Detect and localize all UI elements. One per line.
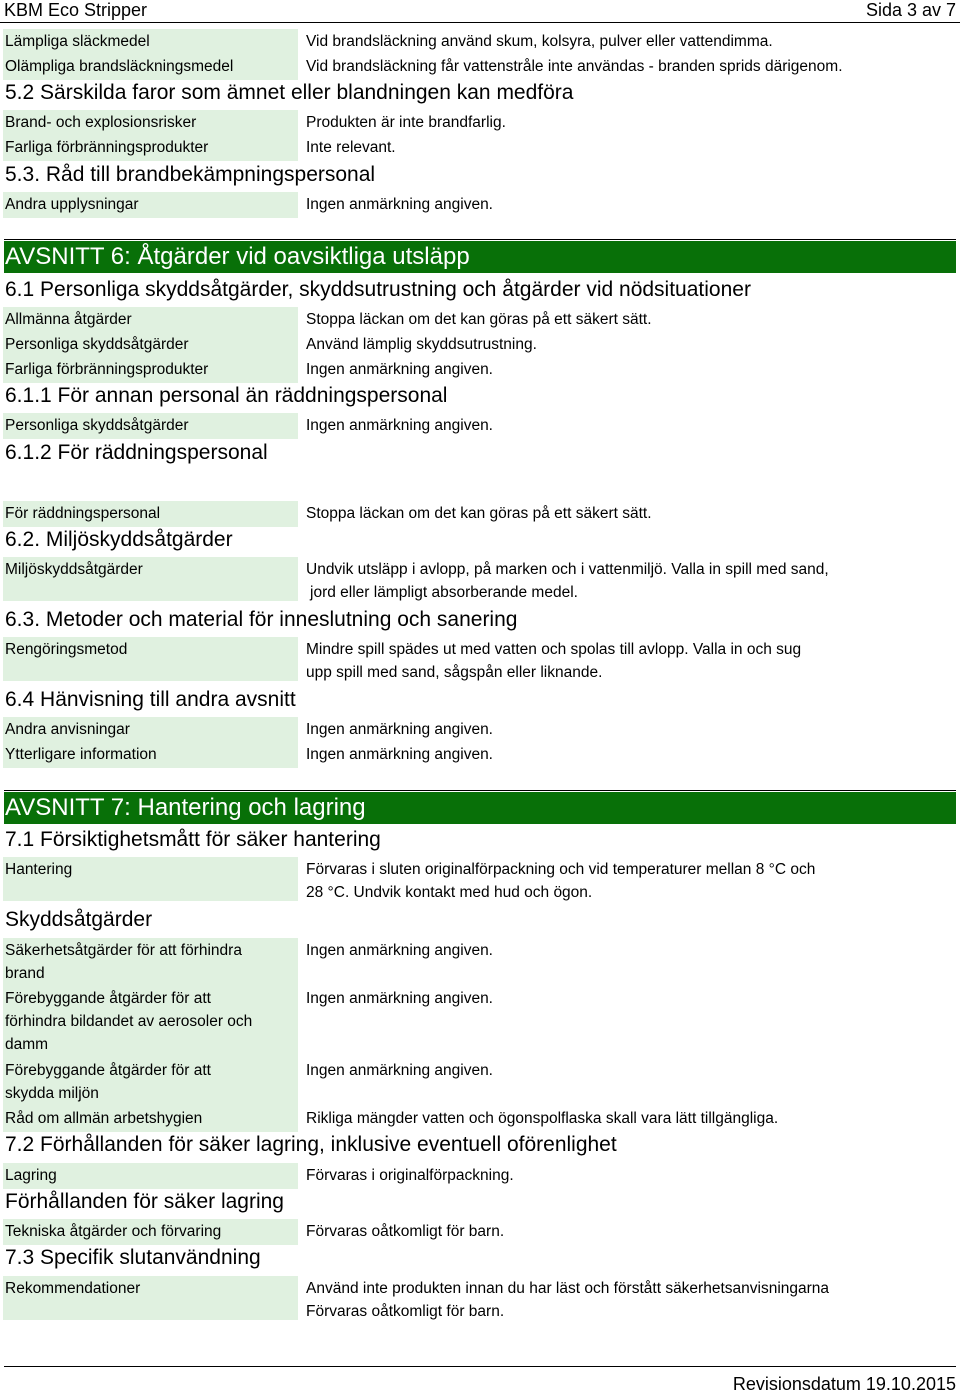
value-line: Mindre spill spädes ut med vatten och spolas till avlopp. Valla in och sug <box>306 641 802 658</box>
subsection-heading-5-2: 5.2 Särskilda faror som ämnet eller blandningen kan medföra <box>5 81 574 104</box>
subsection-heading-6-1-1: 6.1.1 För annan personal än räddningspersonal <box>5 384 448 407</box>
field-label <box>3 1058 298 1107</box>
label-line: skydda miljön <box>5 1085 99 1102</box>
field-label: Personliga skyddsåtgärder <box>3 413 298 439</box>
header-divider <box>0 22 960 23</box>
field-label: Andra anvisningar <box>3 717 298 743</box>
subsection-heading-5-3: 5.3. Råd till brandbekämpningspersonal <box>5 163 376 186</box>
field-value: Produkten är inte brandfarlig. <box>306 114 506 131</box>
field-label: Lämpliga släckmedel <box>3 29 298 55</box>
field-value: Ingen anmärkning angiven. <box>306 990 493 1007</box>
field-value: Ingen anmärkning angiven. <box>306 417 493 434</box>
field-value: Ingen anmärkning angiven. <box>306 1062 493 1079</box>
field-label: Olämpliga brandsläckningsmedel <box>3 54 298 80</box>
subsection-heading-6-4: 6.4 Hänvisning till andra avsnitt <box>5 688 296 711</box>
field-label: Farliga förbränningsprodukter <box>3 135 298 161</box>
label-line: Förebyggande åtgärder för att <box>5 990 211 1007</box>
field-value: Använd lämplig skyddsutrustning. <box>306 336 537 353</box>
label-line: Förebyggande åtgärder för att <box>5 1062 211 1079</box>
field-label: Rengöringsmetod <box>3 637 298 681</box>
field-label: Hantering <box>3 857 298 901</box>
value-line: jord eller lämpligt absorberande medel. <box>310 584 578 601</box>
label-line: förhindra bildandet av aerosoler och <box>5 1013 253 1030</box>
field-value: Ingen anmärkning angiven. <box>306 196 493 213</box>
field-label: Lagring <box>3 1163 298 1189</box>
subsection-heading-7-1: 7.1 Försiktighetsmått för säker hantering <box>5 828 381 851</box>
field-value: Förvaras oåtkomligt för barn. <box>306 1223 505 1240</box>
label-line: Säkerhetsåtgärder för att förhindra <box>5 942 242 959</box>
revision-date: Revisionsdatum 19.10.2015 <box>732 1374 956 1394</box>
field-label: Allmänna åtgärder <box>3 307 298 333</box>
section-divider <box>4 239 956 240</box>
subsection-heading-7-2: 7.2 Förhållanden för säker lagring, inklusive eventuell oförenlighet <box>5 1133 617 1156</box>
field-value <box>306 638 926 684</box>
footer-divider <box>4 1366 956 1367</box>
section-divider <box>4 790 956 791</box>
field-value: Ingen anmärkning angiven. <box>306 746 493 763</box>
field-value <box>306 558 926 604</box>
section-band-6: AVSNITT 6: Åtgärder vid oavsiktliga utsläpp <box>4 241 956 273</box>
page-header <box>0 0 960 24</box>
section-band-7: AVSNITT 7: Hantering och lagring <box>4 792 956 824</box>
value-line: Undvik utsläpp i avlopp, på marken och i vattenmiljö. Valla in spill med sand, <box>306 561 829 578</box>
value-line: 28 °C. Undvik kontakt med hud och ögon. <box>306 884 593 901</box>
value-line: upp spill med sand, sågspån eller liknande. <box>306 664 603 681</box>
field-value: Stoppa läckan om det kan göras på ett säkert sätt. <box>306 505 652 522</box>
subsection-heading-skyddsatgarder: Skyddsåtgärder <box>5 908 153 931</box>
field-label: För räddningspersonal <box>3 501 298 527</box>
field-label <box>3 938 298 987</box>
field-value <box>306 1277 926 1323</box>
field-label: Rekommendationer <box>3 1276 298 1320</box>
field-value: Ingen anmärkning angiven. <box>306 942 493 959</box>
field-label: Farliga förbränningsprodukter <box>3 357 298 383</box>
subsection-heading-forhallanden: Förhållanden för säker lagring <box>5 1190 284 1213</box>
field-value: Förvaras i originalförpackning. <box>306 1167 514 1184</box>
value-line: Förvaras i sluten originalförpackning och vid temperaturer mellan 8 °C och <box>306 861 816 878</box>
subsection-heading-6-1: 6.1 Personliga skyddsåtgärder, skyddsutrustning och åtgärder vid nödsituationer <box>5 278 751 301</box>
field-value: Ingen anmärkning angiven. <box>306 361 493 378</box>
subsection-heading-6-2: 6.2. Miljöskyddsåtgärder <box>5 528 233 551</box>
field-value: Rikliga mängder vatten och ögonspolflaska skall vara lätt tillgängliga. <box>306 1110 779 1127</box>
field-value: Vid brandsläckning använd skum, kolsyra, pulver eller vattendimma. <box>306 33 773 50</box>
label-line: damm <box>5 1036 49 1053</box>
field-label: Personliga skyddsåtgärder <box>3 332 298 358</box>
subsection-heading-7-3: 7.3 Specifik slutanvändning <box>5 1246 261 1269</box>
field-label: Miljöskyddsåtgärder <box>3 557 298 601</box>
value-line: Förvaras oåtkomligt för barn. <box>306 1303 505 1320</box>
field-value: Stoppa läckan om det kan göras på ett säkert sätt. <box>306 311 652 328</box>
field-label: Tekniska åtgärder och förvaring <box>3 1219 298 1245</box>
field-label: Råd om allmän arbetshygien <box>3 1106 298 1132</box>
product-name: KBM Eco Stripper <box>4 0 148 20</box>
field-value: Ingen anmärkning angiven. <box>306 721 493 738</box>
field-label: Andra upplysningar <box>3 192 298 218</box>
label-line: brand <box>5 965 45 982</box>
value-line: Använd inte produkten innan du har läst och förstått säkerhetsanvisningarna <box>306 1280 830 1297</box>
field-label: Ytterligare information <box>3 742 298 768</box>
field-value: Vid brandsläckning får vattenstråle inte användas - branden sprids därigenom. <box>306 58 843 75</box>
subsection-heading-6-1-2: 6.1.2 För räddningspersonal <box>5 441 268 464</box>
field-label: Brand- och explosionsrisker <box>3 110 298 136</box>
field-label <box>3 986 298 1058</box>
field-value: Inte relevant. <box>306 139 396 156</box>
subsection-heading-6-3: 6.3. Metoder och material för inneslutning och sanering <box>5 608 518 631</box>
field-value <box>306 858 926 904</box>
page-number: Sida 3 av 7 <box>865 0 956 20</box>
